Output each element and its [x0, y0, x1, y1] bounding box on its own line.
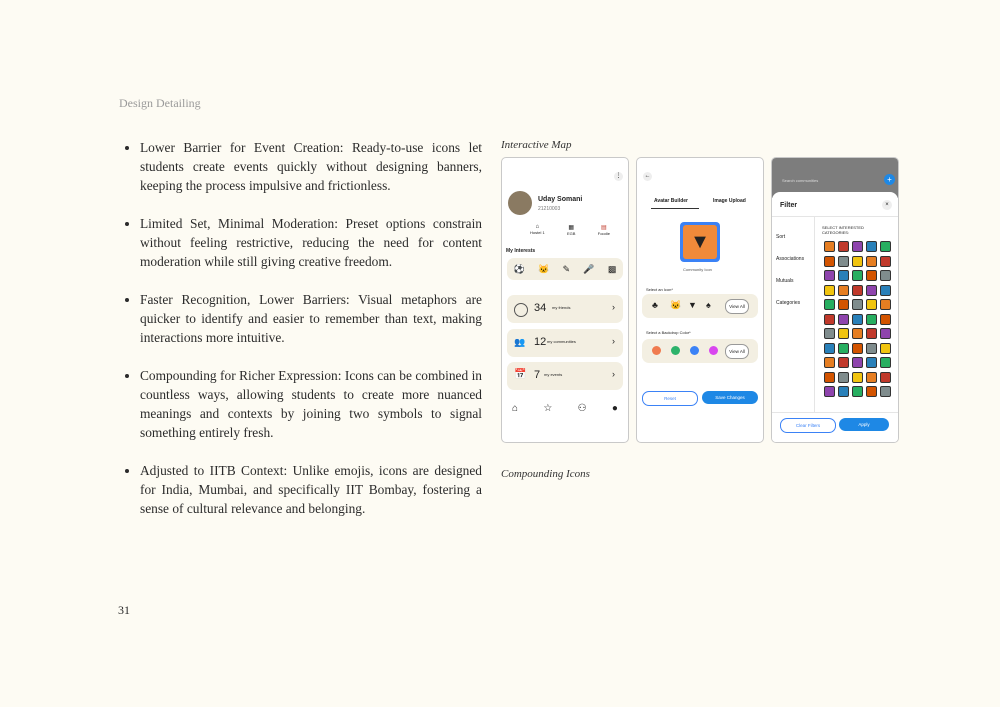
category-icon[interactable]: [824, 314, 835, 325]
stat-communities[interactable]: [507, 329, 623, 357]
category-icon[interactable]: [866, 386, 877, 397]
category-icon[interactable]: [852, 256, 863, 267]
category-icon[interactable]: [838, 299, 849, 310]
calendar-star-icon[interactable]: ☆: [543, 403, 553, 414]
filter-sheet: [772, 192, 898, 442]
tab-label: Foodie: [597, 231, 610, 236]
category-icon[interactable]: [880, 299, 891, 310]
category-icon[interactable]: [866, 285, 877, 296]
category-icon[interactable]: [838, 285, 849, 296]
add-icon[interactable]: +: [884, 174, 895, 185]
view-all-colors-button[interactable]: View All: [725, 344, 749, 359]
menu-categories[interactable]: Categories: [776, 300, 801, 306]
close-icon[interactable]: ×: [882, 200, 892, 210]
avatar-builder-screen: [636, 157, 764, 443]
caption-interactive-map: Interactive Map: [501, 139, 572, 151]
dice-icon: ▩: [607, 263, 617, 274]
category-icon[interactable]: [852, 343, 863, 354]
home-icon: ⌂: [535, 224, 540, 230]
category-icon[interactable]: [838, 314, 849, 325]
category-icon[interactable]: [880, 270, 891, 281]
bullet-list: [122, 138, 482, 537]
stat-label: my communities: [547, 339, 576, 344]
category-icon[interactable]: [880, 241, 891, 252]
clear-filters-button[interactable]: Clear Filters: [780, 418, 836, 433]
color-swatch[interactable]: [690, 346, 699, 355]
category-icon[interactable]: [824, 372, 835, 383]
stat-number: 12: [534, 336, 547, 348]
category-icon[interactable]: [880, 372, 891, 383]
category-icon[interactable]: [852, 328, 863, 339]
category-icon[interactable]: [824, 256, 835, 267]
tab-image-upload[interactable]: Image Upload: [713, 198, 746, 204]
color-picker-row: [642, 339, 758, 363]
category-icon[interactable]: [838, 270, 849, 281]
category-icon[interactable]: [880, 314, 891, 325]
category-icon[interactable]: [838, 386, 849, 397]
tab-egb[interactable]: [567, 224, 575, 236]
category-icon[interactable]: [880, 328, 891, 339]
people-icon: 👥: [514, 337, 526, 347]
reset-button[interactable]: Reset: [642, 391, 698, 406]
search-input[interactable]: Search communities: [782, 178, 819, 183]
profile-id: 21210003: [538, 206, 561, 212]
categories-heading: SELECT INTERESTED CATEGORIES:: [822, 225, 864, 235]
category-icon[interactable]: [880, 343, 891, 354]
category-icon[interactable]: [824, 241, 835, 252]
category-icon[interactable]: [838, 241, 849, 252]
tree-icon[interactable]: ♣: [652, 300, 658, 310]
pen-icon: ✎: [562, 263, 571, 274]
view-all-icons-button[interactable]: View All: [725, 299, 749, 314]
bullet-item: • Faster Recognition, Lower Barriers: Visual metaphors are quicker to identify and easier to remember than text, making interactions more intuitive.: [140, 290, 482, 347]
category-icon[interactable]: [866, 343, 877, 354]
category-icon[interactable]: [880, 285, 891, 296]
divider: [772, 216, 898, 217]
category-icon[interactable]: [852, 299, 863, 310]
food-icon: ▤: [601, 225, 607, 231]
category-icon[interactable]: [866, 314, 877, 325]
chevron-right-icon: ›: [612, 302, 615, 312]
tab-label: Hostel 1: [530, 230, 545, 235]
category-icon[interactable]: [866, 256, 877, 267]
dog-icon[interactable]: ▼: [688, 300, 697, 310]
apply-button[interactable]: Apply: [839, 418, 889, 431]
interests-label: My Interests: [506, 248, 536, 254]
bird-icon[interactable]: ♠: [706, 300, 711, 310]
menu-associations[interactable]: Associations: [776, 256, 805, 262]
profile-screen: [501, 157, 629, 443]
caption-compounding-icons: Compounding Icons: [501, 468, 590, 480]
avatar: [508, 191, 532, 215]
category-icon[interactable]: [852, 314, 863, 325]
category-icon[interactable]: [880, 386, 891, 397]
category-icon[interactable]: [866, 241, 877, 252]
category-icon[interactable]: [852, 285, 863, 296]
profile-tabs: [530, 224, 610, 236]
category-icon[interactable]: [852, 372, 863, 383]
color-swatch[interactable]: [671, 346, 680, 355]
category-icon[interactable]: [852, 241, 863, 252]
stat-label: my events: [544, 372, 563, 377]
category-icon[interactable]: [838, 328, 849, 339]
bullet-item: • Adjusted to IITB Context: Unlike emojis, icons are designed for India, Mumbai, and specifically IIT Bombay, fostering a sense of cultural relevance and belonging.: [140, 461, 482, 518]
cat-icon: 🐱: [538, 263, 550, 274]
save-changes-button[interactable]: Save Changes: [702, 391, 758, 404]
bullet-item: • Compounding for Richer Expression: Icons can be combined in countless ways, allowing students to create more nuanced meanings and contexts by joining two symbols to signal something entirely fresh.: [140, 366, 482, 442]
category-icon[interactable]: [852, 357, 863, 368]
category-icon[interactable]: [838, 343, 849, 354]
profile-name: Uday Somani: [538, 196, 583, 203]
mic-icon: 🎤: [583, 263, 595, 274]
stat-friends[interactable]: [507, 295, 623, 323]
community-icon-label: Community Icon: [683, 267, 712, 272]
category-icon[interactable]: [852, 386, 863, 397]
category-grid: [824, 241, 894, 401]
category-icon[interactable]: [824, 285, 835, 296]
stat-events[interactable]: [507, 362, 623, 390]
section-label: Design Detailing: [119, 96, 201, 110]
interests-row[interactable]: [507, 258, 623, 280]
color-swatch[interactable]: [709, 346, 718, 355]
category-icon[interactable]: [824, 328, 835, 339]
icon-picker-row: [642, 294, 758, 318]
category-icon[interactable]: [824, 343, 835, 354]
category-icon[interactable]: [866, 372, 877, 383]
calendar-icon: 📅: [514, 369, 527, 380]
more-icon[interactable]: ⋮: [615, 173, 622, 179]
filter-screen: [771, 157, 899, 443]
menu-mutuals[interactable]: Mutuals: [776, 278, 794, 284]
tab-label: EGB: [567, 231, 576, 236]
category-icon[interactable]: [824, 386, 835, 397]
category-icon[interactable]: [866, 299, 877, 310]
people-icon[interactable]: ⚇: [577, 403, 587, 414]
profile-icon[interactable]: ●: [611, 403, 618, 414]
category-icon[interactable]: [880, 357, 891, 368]
tab-underline: [651, 208, 699, 209]
category-icon[interactable]: [866, 357, 877, 368]
cat-icon[interactable]: 🐱: [670, 300, 682, 310]
bullet-item: • Limited Set, Minimal Moderation: Preset options constrain without feeling restrictive, reducing the need for content moderation while still giving creative freedom.: [140, 214, 482, 271]
community-icon-preview: [680, 222, 720, 262]
category-icon[interactable]: [880, 256, 891, 267]
category-icon[interactable]: [852, 270, 863, 281]
bottom-nav: [512, 403, 618, 414]
dog-icon: ▼: [683, 225, 717, 259]
chevron-right-icon: ›: [612, 336, 615, 346]
building-icon: ▦: [568, 225, 575, 231]
category-icon[interactable]: [824, 357, 835, 368]
color-swatch[interactable]: [652, 346, 661, 355]
select-color-label: Select a Backdrop Color*: [646, 330, 691, 335]
divider: [772, 412, 898, 413]
category-icon[interactable]: [838, 256, 849, 267]
back-icon[interactable]: ←: [644, 173, 651, 179]
bullet-item: • Lower Barrier for Event Creation: Ready-to-use icons let students create events quickly without designing banners, keeping the process impulsive and frictionless.: [140, 138, 482, 195]
category-icon[interactable]: [824, 299, 835, 310]
category-icon[interactable]: [866, 270, 877, 281]
stat-number: 7: [534, 369, 541, 381]
page-number: 31: [118, 603, 130, 617]
tab-foodie[interactable]: [598, 224, 610, 236]
category-icon[interactable]: [866, 328, 877, 339]
home-icon[interactable]: ⌂: [512, 403, 519, 414]
category-icon[interactable]: [838, 372, 849, 383]
stat-label: my friends: [552, 305, 571, 310]
category-icon[interactable]: [824, 270, 835, 281]
tab-hostel[interactable]: [530, 224, 545, 236]
menu-sort[interactable]: Sort: [776, 234, 786, 240]
select-icon-label: Select an Icon*: [646, 287, 673, 292]
globe-icon: [514, 303, 528, 317]
tab-avatar-builder[interactable]: Avatar Builder: [654, 198, 688, 204]
chevron-right-icon: ›: [612, 369, 615, 379]
divider: [814, 217, 815, 412]
football-icon: ⚽: [513, 263, 525, 274]
category-icon[interactable]: [838, 357, 849, 368]
filter-title: Filter: [780, 202, 798, 209]
stat-number: 34: [534, 302, 547, 314]
